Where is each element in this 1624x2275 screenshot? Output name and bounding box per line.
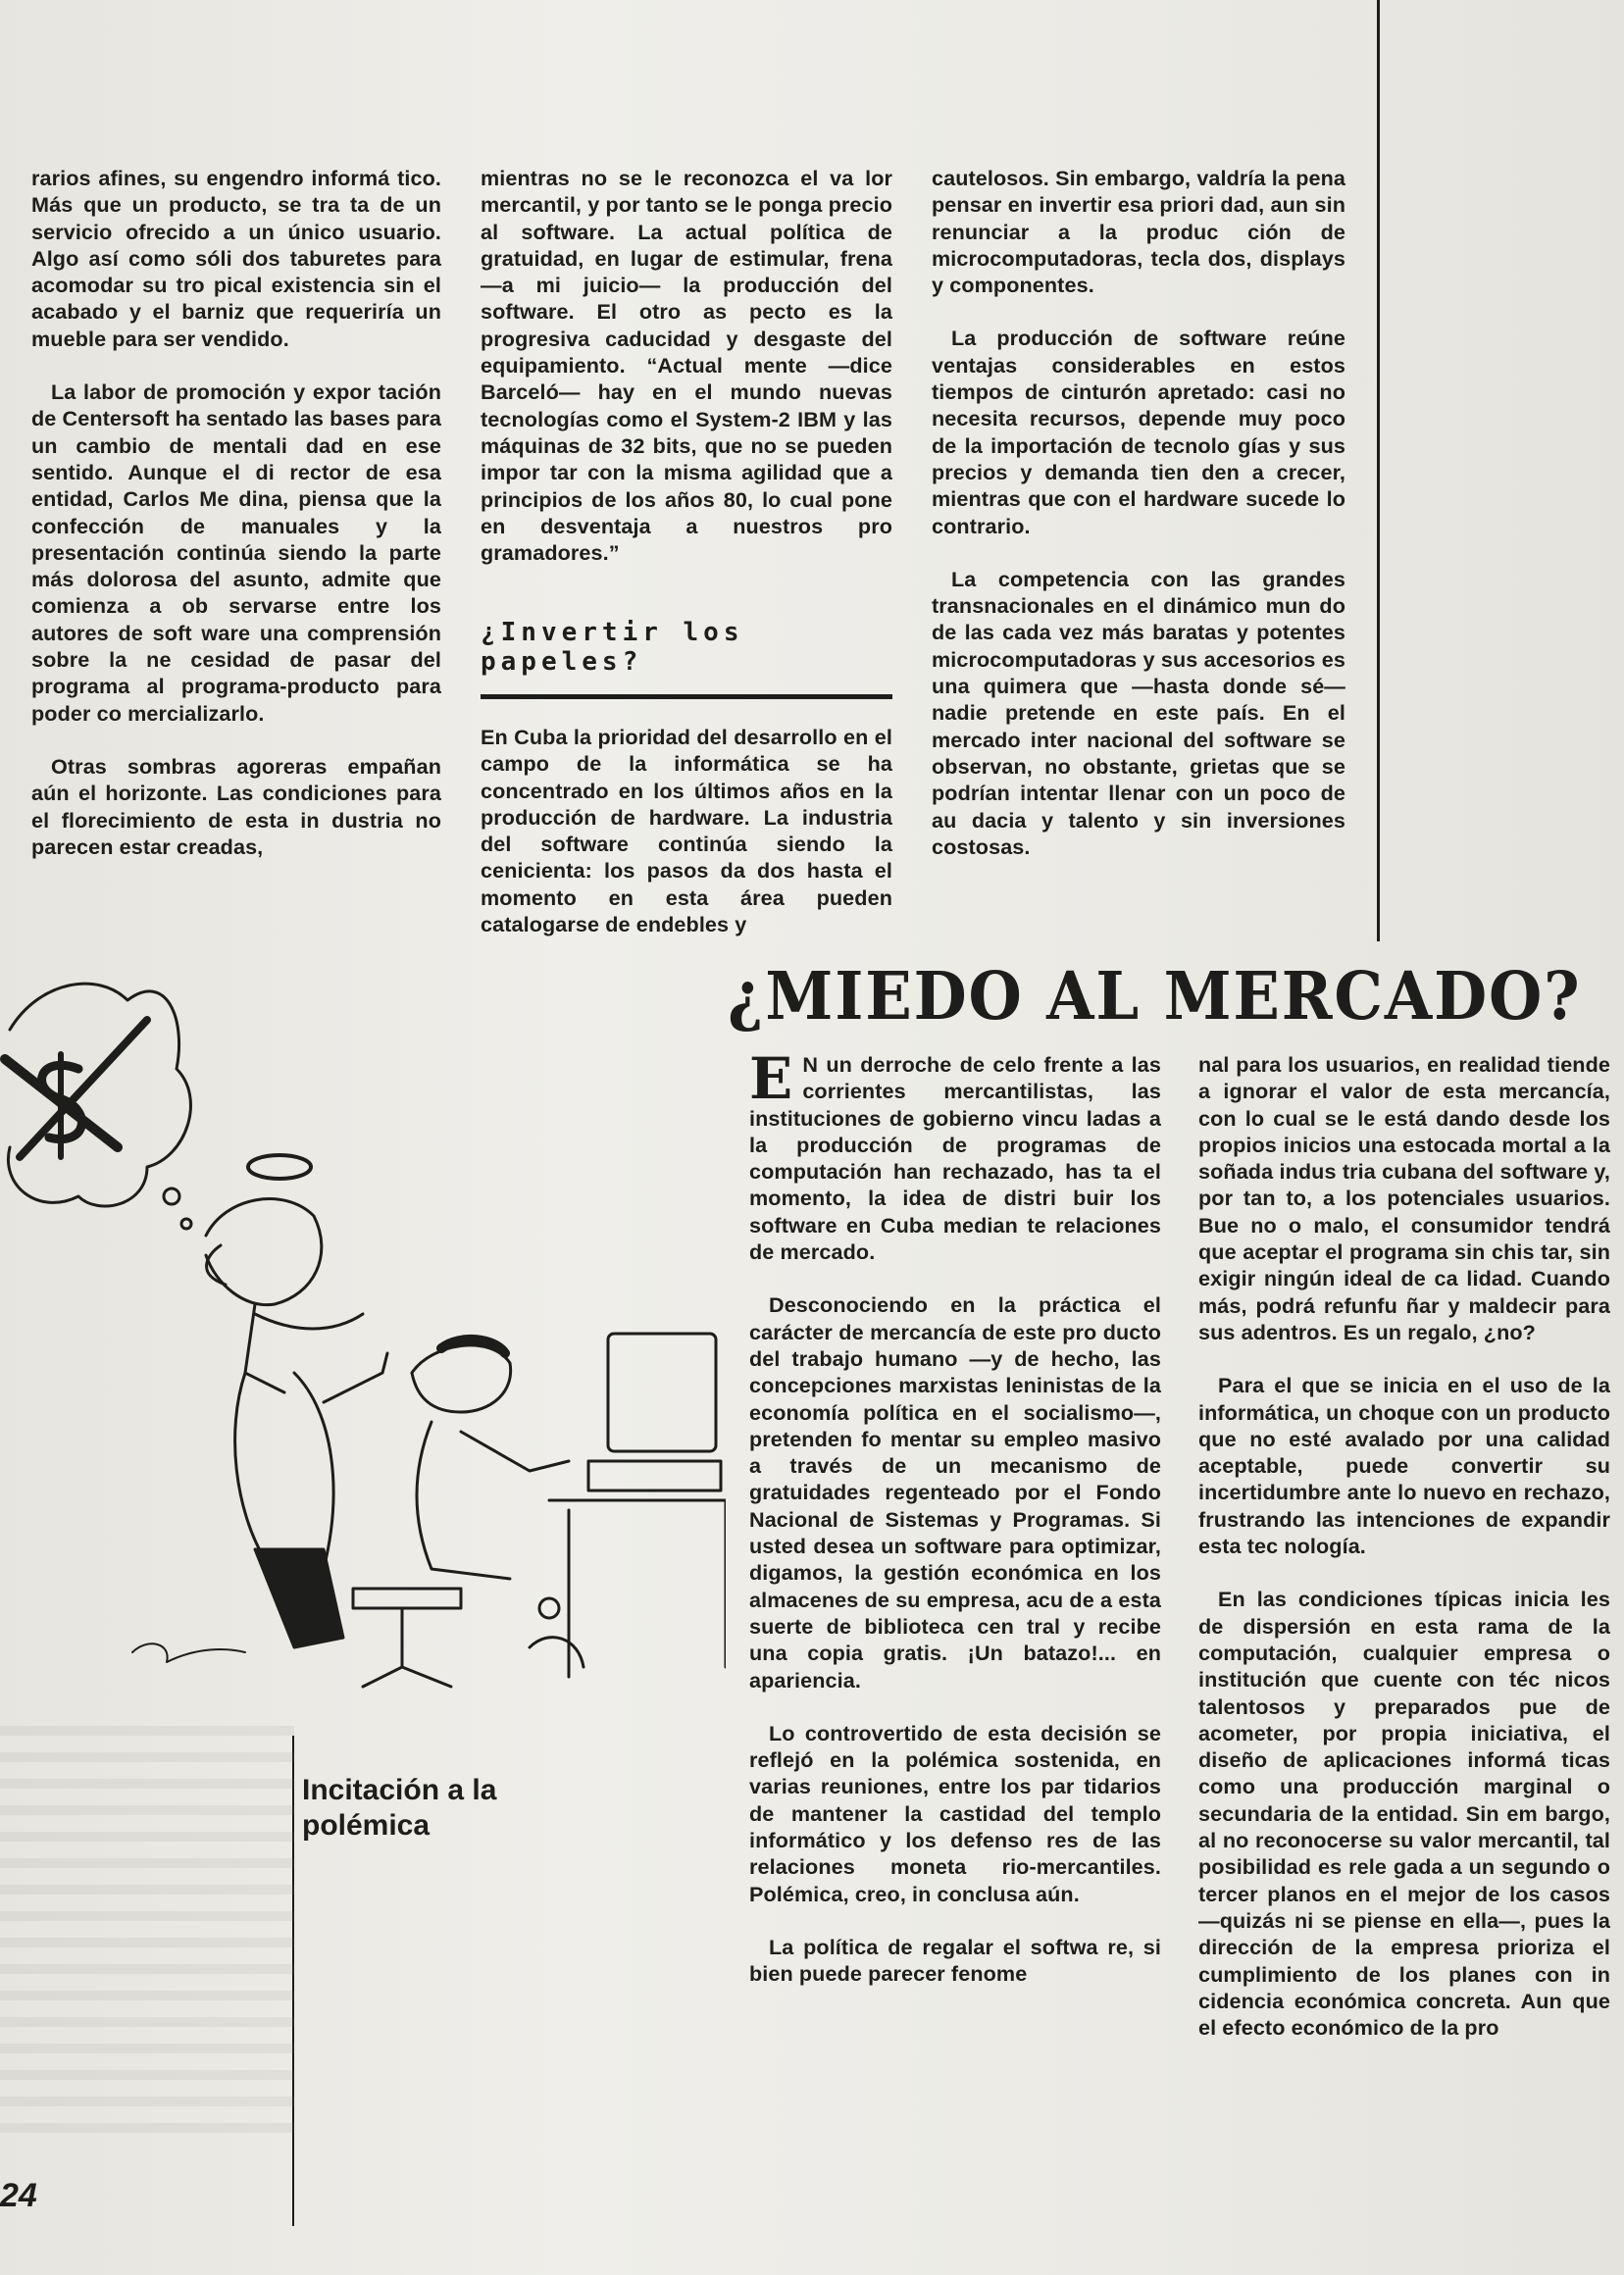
paragraph: nal para los usuarios, en realidad tiende a ignorar el valor de esta mercancía, con lo cual se le está dando desde los propios inicios una estocada mortal a la soñada indus tria cubana del software y, por tan to, a los potenciales usuarios. Bue no o malo, el consumidor tendrá que aceptar el programa sin chis tar, sin exigir ningún ideal de ca lidad. Cuando más, podrá refunfu ñar y maldecir para sus adentros. Es un regalo, ¿no? <box>1198 1052 1610 1344</box>
photo-caption: Incitación a la polémica <box>302 1774 497 1842</box>
article-column-1 <box>31 165 441 886</box>
paragraph: Para el que se inicia en el uso de la informática, un choque con un producto que no esté avalado por una calidad aceptable, puede convertir su incertidumbre ante lo nuevo en rechazo, frustrando las intenciones de expandir esta tec nología. <box>1198 1373 1610 1559</box>
dropcap: E <box>749 1045 793 1112</box>
paragraph: La producción de software reúne ventajas considerables en estos tiempos de cinturón apretado: casi no necesita recursos, depende muy poco de la importación de tecnolo gías y sus precios y demanda tien den a crecer, mientras que con el hardware sucede lo contrario. <box>932 326 1345 538</box>
paragraph: rarios afines, su engendro informá tico. Más que un producto, se tra ta de un servicio ofrecido a un único usuario. Algo así como sóli dos taburetes para acomodar su tro pical existencia sin el acabado y el barniz que requeriría un mueble para ser vendido. <box>31 166 441 351</box>
paragraph: La labor de promoción y expor tación de Centersoft ha sentado las bases para un cambio de mentali dad en ese sentido. Aunque el di rector de esa entidad, Carlos Me dina, piensa que la confección de manuales y la presentación continúa siendo la parte más dolorosa del asunto, admite que comienza a ob servarse entre los autores de soft ware una comprensión sobre la ne cesidad de pasar del programa al programa-producto para poder co mercializarlo. <box>31 379 441 726</box>
page-number: 24 <box>0 2177 37 2214</box>
article-column-5 <box>1198 1051 1610 2067</box>
paragraph: Otras sombras agoreras empañan aún el horizonte. Las condiciones para el florecimiento de esta in dustria no parecen estar creadas, <box>31 753 441 859</box>
article-column-2 <box>481 165 892 592</box>
column-rule <box>1377 0 1380 941</box>
faint-background-text <box>0 1726 294 2138</box>
article-column-4 <box>749 1045 1161 2014</box>
paragraph: La política de regalar el softwa re, si bien puede parecer fenome <box>749 1934 1161 1987</box>
paragraph: La competencia con las grandes transnacionales en el dinámico mun do de las cada vez más baratas y potentes microcomputadoras y sus accesorios es una quimera que —hasta donde sé— nadie pretende en este país. En el mercado inter nacional del software se observan, no obstante, grietas que se podrían intentar llenar con un poco de au dacia y talento y sin inversiones costosas. <box>932 566 1345 859</box>
paragraph: mientras no se le reconozca el va lor mercantil, y por tanto se le ponga precio al software. La actual política de gratuidad, en lugar de estimular, frena —a mi juicio— la producción del software. El otro as pecto es la progresiva caducidad y desgaste del equipamiento. “Actual mente —dice Barceló— hay en el mundo nuevas tecnologías como el System-2 IBM y las máquinas de 32 bits, que no se pueden impor tar con la misma agilidad que a principios de los años 80, lo cual pone en desventaja a nuestros pro gramadores.” <box>481 166 892 566</box>
paragraph-text: N un derroche de celo frente a las corrientes mercantilistas, las instituciones de gobierno vincu ladas a la producción de programas de computación han rechazado, has ta el momento, la idea de distri buir los software en Cuba median te relaciones de mercado. <box>749 1052 1161 1265</box>
paragraph: cautelosos. Sin embargo, valdría la pena pensar en invertir esa priori dad, aun sin renunciar a la produc ción de microcomputadoras, tecla dos, displays y componentes. <box>932 166 1345 298</box>
cartoon-illustration <box>0 961 726 1726</box>
article-column-3 <box>932 165 1345 886</box>
paragraph: En las condiciones típicas inicia les de dispersión en esta rama de la computación, cualquier empresa o institución que cuente con téc nicos talentosos y preparados pue de acometer, por propia iniciativa, el diseño de aplicaciones informá ticas como una producción marginal o secundaria de la entidad. Sin em bargo, al no reconocerse su valor mercantil, tal posibilidad es rele gada a un segundo o tercer planos en el mejor de los casos —quizás ni se piense en ella—, pues la dirección de la empresa prioriza el cumplimiento de los planes con in cidencia económica concreta. Aun que el efecto económico de la pro <box>1198 1587 1610 2041</box>
paragraph: Lo controvertido de esta decisión se reflejó en la polémica sostenida, en varias reuniones, entre los par tidarios de mantener la castidad del templo informático y los defenso res de las relaciones moneta rio-mercantiles. Polémica, creo, in conclusa aún. <box>749 1720 1161 1906</box>
paragraph <box>749 1045 1161 1265</box>
subhead-rule <box>481 694 892 699</box>
paragraph: Desconociendo en la práctica el carácter de mercancía de este pro ducto del trabajo humano —y de hecho, las concepciones marxistas leninistas de la economía política en el socialismo—, pretenden fo mentar su empleo masivo a través de un mecanismo de gratuidades regenteado por el Fondo Nacional de Sistemas y Programas. Si usted desea un software para optimizar, digamos, la gestión económica en los almacenes de su empresa, acu de a esta suerte de biblioteca cen tral y recibe una copia gratis. ¡Un batazo!... en apariencia. <box>749 1292 1161 1693</box>
article-column-2b <box>481 724 892 964</box>
headline: ¿MIEDO AL MERCADO? <box>728 957 1582 1035</box>
section-subhead: ¿Invertir los papeles? <box>481 618 744 677</box>
paragraph: En Cuba la prioridad del desarrollo en el campo de la informática se ha concentrado en los últimos años en la producción de hardware. La industria del software continúa siendo la cenicienta: los pasos da dos hasta el momento en esta área pueden catalogarse de endebles y <box>481 725 892 937</box>
